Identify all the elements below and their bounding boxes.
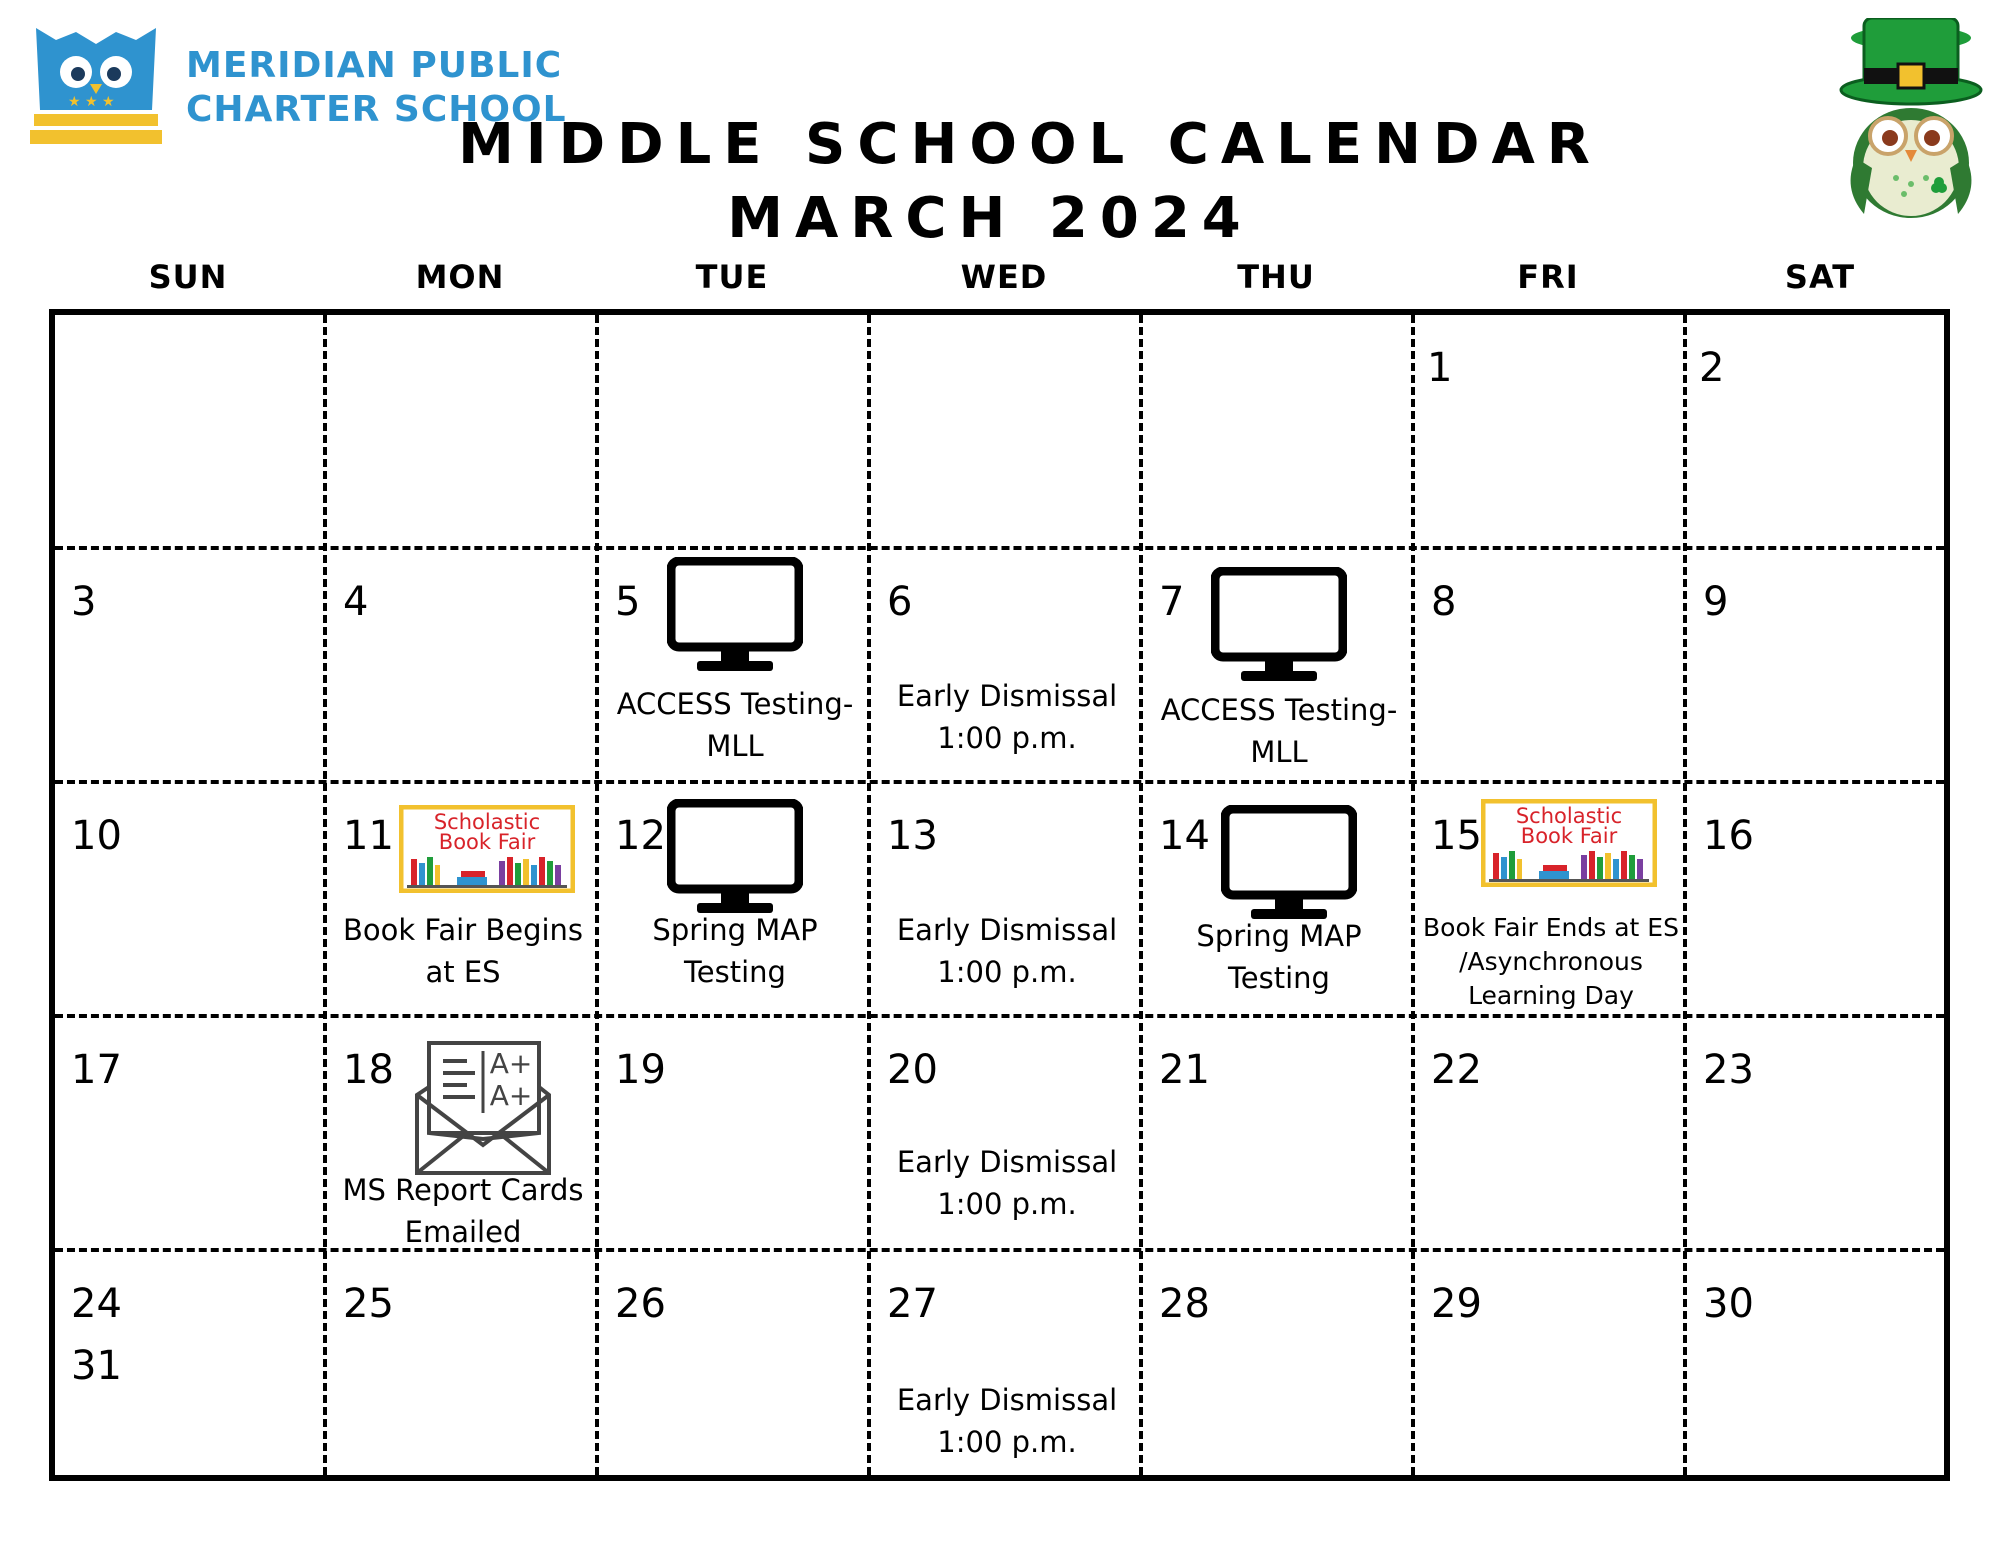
day-number: 21 (1159, 1047, 1210, 1093)
day-cell-12[interactable] (599, 783, 871, 1017)
event-text (871, 1379, 1143, 1463)
day-number: 20 (887, 1047, 938, 1093)
event-line: ACCESS Testing- (616, 687, 854, 721)
day-number: 28 (1159, 1281, 1210, 1327)
day-cell-28[interactable] (1143, 1251, 1415, 1485)
report-card-grade: A+ (489, 1047, 533, 1080)
calendar-title: MIDDLE SCHOOL CALENDAR (458, 112, 1602, 177)
weekday-wed: WED (960, 258, 1048, 296)
book-fair-logo-text: Book Fair (438, 830, 536, 854)
event-line: MLL (706, 729, 764, 763)
book-fair-logo-icon (399, 805, 575, 893)
day-number: 3 (71, 579, 97, 625)
day-number: 6 (887, 579, 913, 625)
day-number: 10 (71, 813, 122, 859)
event-line: /Asynchronous (1459, 947, 1643, 976)
day-number: 24 (71, 1281, 122, 1327)
day-number: 12 (615, 813, 666, 859)
event-text (871, 675, 1143, 759)
event-text (1143, 915, 1415, 999)
event-line: Spring MAP (652, 913, 818, 947)
day-number: 16 (1703, 813, 1754, 859)
event-line: Early Dismissal (896, 679, 1118, 713)
day-cell-5[interactable] (599, 549, 871, 783)
day-number: 2 (1699, 345, 1725, 391)
computer-monitor-icon (1221, 805, 1357, 923)
day-number: 30 (1703, 1281, 1754, 1327)
day-cell-6[interactable] (871, 549, 1143, 783)
event-line: Emailed (404, 1215, 522, 1249)
weekday-sat: SAT (1784, 258, 1856, 296)
day-number: 19 (615, 1047, 666, 1093)
event-line: Book Fair Ends at ES (1423, 913, 1679, 942)
day-cell-13[interactable] (871, 783, 1143, 1017)
book-fair-logo-text: Scholastic (1515, 804, 1623, 828)
school-name-line1: MERIDIAN PUBLIC (186, 45, 563, 86)
event-text (327, 1169, 599, 1253)
school-name-line2: CHARTER SCHOOL (186, 89, 567, 130)
day-cell-7[interactable] (1143, 549, 1415, 783)
weekday-sun: SUN (148, 258, 228, 296)
day-number: 11 (343, 813, 394, 859)
day-cell-9[interactable] (1687, 549, 1959, 783)
computer-monitor-icon (667, 557, 803, 675)
day-number: 8 (1431, 579, 1457, 625)
day-number: 22 (1431, 1047, 1482, 1093)
day-cell-24-31[interactable] (55, 1251, 327, 1485)
day-cell-30[interactable] (1687, 1251, 1959, 1485)
day-cell-15[interactable] (1415, 783, 1687, 1017)
event-text (327, 909, 599, 993)
event-line: 1:00 p.m. (937, 721, 1077, 755)
event-line: Early Dismissal (896, 1383, 1118, 1417)
day-number: 13 (887, 813, 938, 859)
event-text (871, 1141, 1143, 1225)
event-text (599, 909, 871, 993)
event-text (599, 683, 871, 767)
weekday-thu: THU (1237, 258, 1315, 296)
day-cell-3[interactable] (55, 549, 327, 783)
event-text (1415, 911, 1687, 1013)
day-number: 25 (343, 1281, 394, 1327)
weekday-fri: FRI (1517, 258, 1579, 296)
book-fair-logo-text: Book Fair (1520, 824, 1618, 848)
event-line: Learning Day (1468, 981, 1634, 1010)
day-number: 26 (615, 1281, 666, 1327)
event-line: 1:00 p.m. (937, 1187, 1077, 1221)
day-cell-17[interactable] (55, 1017, 327, 1251)
day-cell-18[interactable] (327, 1017, 599, 1251)
day-cell-21[interactable] (1143, 1017, 1415, 1251)
day-cell-23[interactable] (1687, 1017, 1959, 1251)
weekday-mon: MON (415, 258, 505, 296)
day-cell-11[interactable] (327, 783, 599, 1017)
day-number: 31 (71, 1343, 122, 1389)
day-number: 4 (343, 579, 369, 625)
day-cell-4[interactable] (327, 549, 599, 783)
event-line: Testing (1228, 961, 1330, 995)
event-line: 1:00 p.m. (937, 955, 1077, 989)
book-fair-logo-text: Scholastic (433, 810, 541, 834)
computer-monitor-icon (1211, 567, 1347, 685)
day-cell-22[interactable] (1415, 1017, 1687, 1251)
calendar-grid (49, 309, 1950, 1481)
day-cell-10[interactable] (55, 783, 327, 1017)
day-cell-2[interactable] (1683, 315, 1955, 549)
svg-text:★ ★ ★: ★ ★ ★ (68, 94, 115, 110)
day-number: 1 (1427, 345, 1453, 391)
calendar-month: MARCH 2024 (727, 186, 1253, 251)
event-line: MS Report Cards (342, 1173, 584, 1207)
day-cell-25[interactable] (327, 1251, 599, 1485)
book-fair-logo-icon (1481, 799, 1657, 887)
event-line: Early Dismissal (896, 913, 1118, 947)
event-line: at ES (425, 955, 501, 989)
computer-monitor-icon (667, 799, 803, 917)
day-cell-14[interactable] (1143, 783, 1415, 1017)
day-cell-29[interactable] (1415, 1251, 1687, 1485)
day-cell-1[interactable] (1411, 315, 1683, 549)
day-cell-26[interactable] (599, 1251, 871, 1485)
event-line: Early Dismissal (896, 1145, 1118, 1179)
day-number: 27 (887, 1281, 938, 1327)
day-number: 29 (1431, 1281, 1482, 1327)
event-line: Spring MAP (1196, 919, 1362, 953)
event-line: 1:00 p.m. (937, 1425, 1077, 1459)
day-cell-20[interactable] (871, 1017, 1143, 1251)
weekday-tue: TUE (695, 258, 769, 296)
owl-mascot-icon (1836, 18, 1986, 218)
day-number: 15 (1431, 813, 1482, 859)
day-number: 17 (71, 1047, 122, 1093)
day-number: 14 (1159, 813, 1210, 859)
day-number: 9 (1703, 579, 1729, 625)
report-card-envelope-icon (413, 1039, 553, 1179)
day-number: 23 (1703, 1047, 1754, 1093)
day-cell-16[interactable] (1687, 783, 1959, 1017)
day-cell-19[interactable] (599, 1017, 871, 1251)
event-text (1143, 689, 1415, 773)
event-line: ACCESS Testing- (1160, 693, 1398, 727)
day-cell-27[interactable] (871, 1251, 1143, 1485)
day-number: 7 (1159, 579, 1185, 625)
event-line: MLL (1250, 735, 1308, 769)
event-text (871, 909, 1143, 993)
report-card-grade: A+ (489, 1079, 533, 1112)
day-cell-8[interactable] (1415, 549, 1687, 783)
day-number: 5 (615, 579, 641, 625)
event-line: Testing (684, 955, 786, 989)
event-line: Book Fair Begins (342, 913, 584, 947)
day-number: 18 (343, 1047, 394, 1093)
